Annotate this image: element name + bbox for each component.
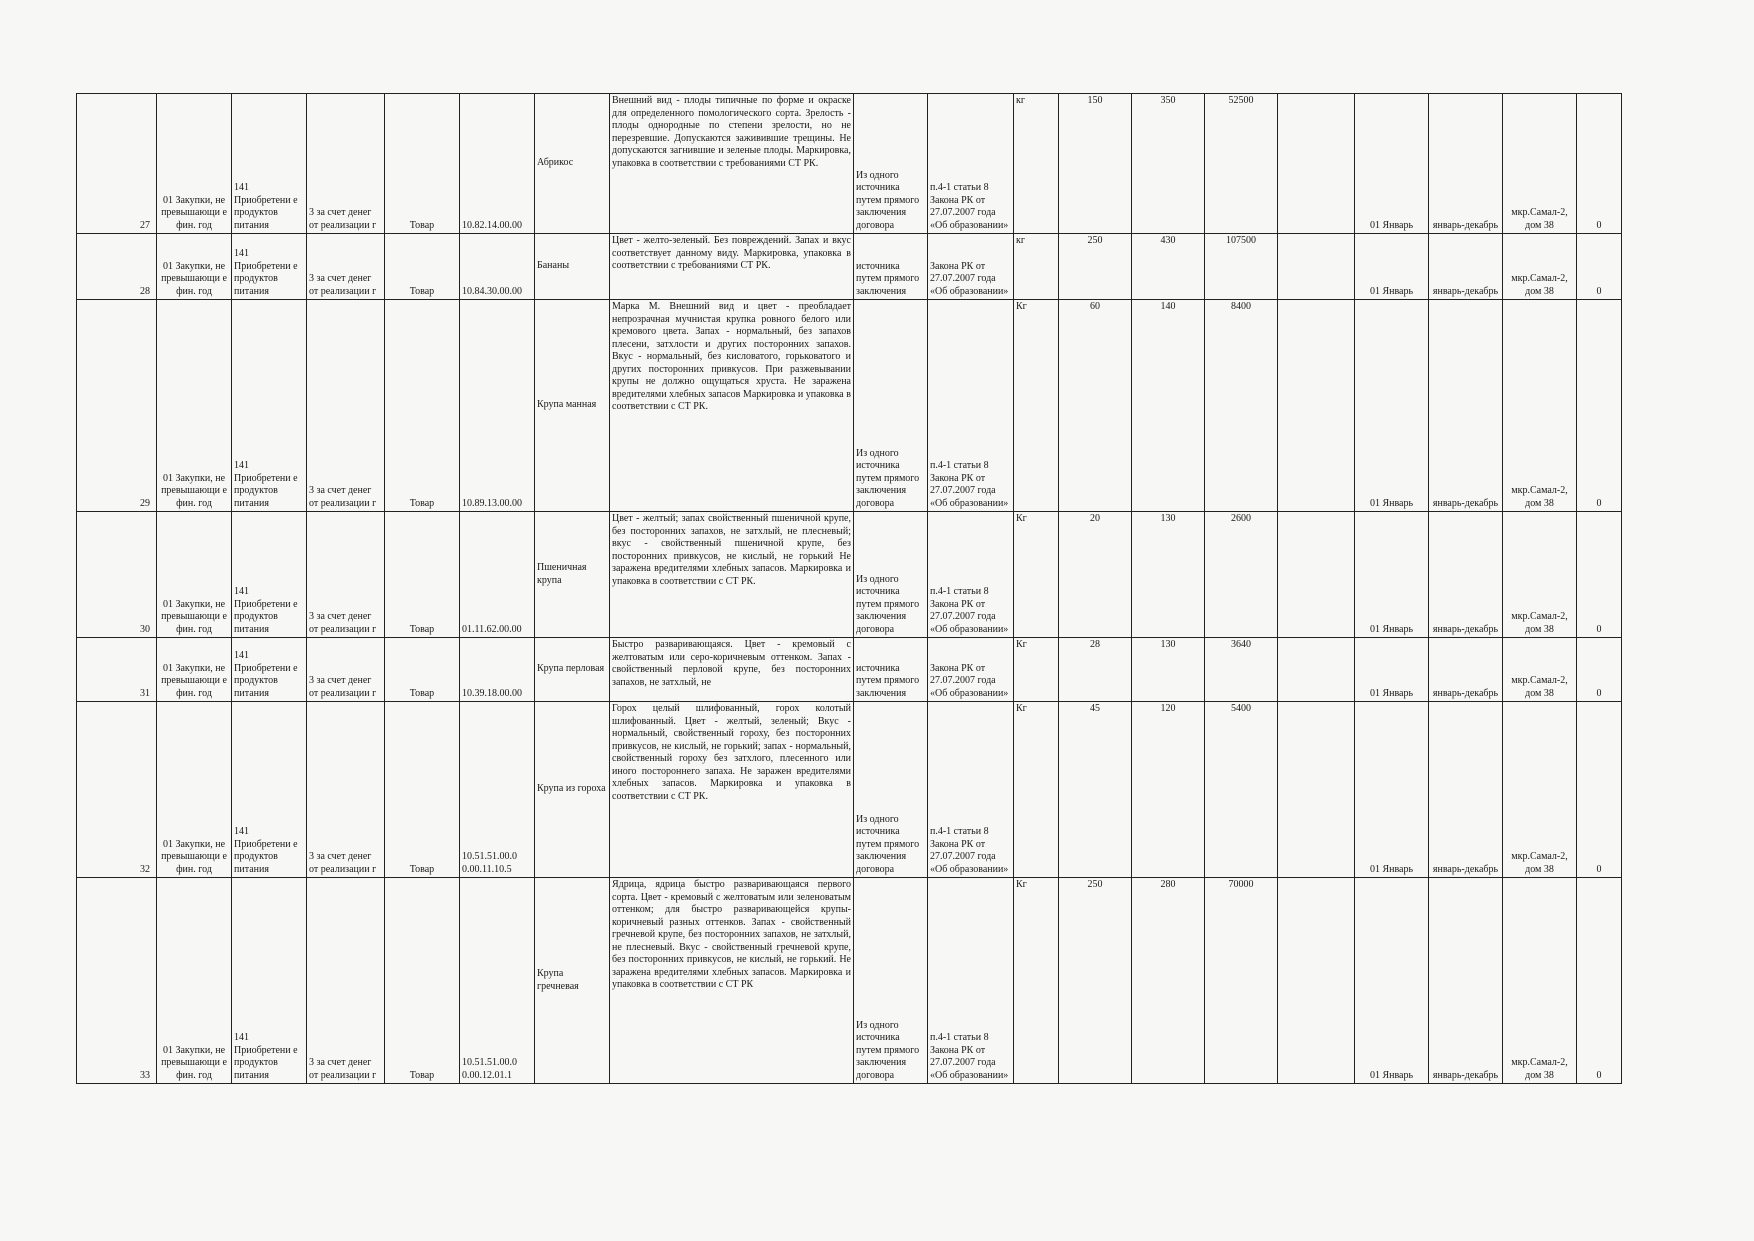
subject-type: Товар xyxy=(385,94,460,234)
specifics-code: 141 Приобретени е продуктов питания xyxy=(232,234,307,300)
ktru-code: 10.89.13.00.00 xyxy=(460,300,535,512)
unit: Кг xyxy=(1014,878,1059,1084)
row-number: 29 xyxy=(77,300,157,512)
legal-basis: Закона РК от 27.07.2007 года «Об образовании» xyxy=(928,638,1014,702)
unit-price: 120 xyxy=(1132,702,1205,878)
funding-source: 3 за счет денег от реализации г xyxy=(307,94,385,234)
subject-type: Товар xyxy=(385,300,460,512)
ktru-code: 10.84.30.00.00 xyxy=(460,234,535,300)
item-description: Цвет - желто-зеленый. Без повреждений. Запах и вкус соответствует данному виду. Маркировка, упаковка в соответствии с требованиями СТ РК. xyxy=(610,234,854,300)
table-row xyxy=(77,512,1622,638)
procurement-way: Из одного источника путем прямого заключения договора xyxy=(854,702,928,878)
total-sum: 8400 xyxy=(1205,300,1278,512)
advance-payment: 0 xyxy=(1577,638,1622,702)
empty-cell xyxy=(1278,300,1355,512)
unit: Кг xyxy=(1014,702,1059,878)
table-row xyxy=(77,638,1622,702)
legal-basis: п.4-1 статьи 8 Закона РК от 27.07.2007 года «Об образовании» xyxy=(928,94,1014,234)
quantity: 250 xyxy=(1059,234,1132,300)
procurement-way: источника путем прямого заключения xyxy=(854,234,928,300)
procurement-sheet xyxy=(76,93,1622,1084)
quantity: 60 xyxy=(1059,300,1132,512)
empty-cell xyxy=(1278,702,1355,878)
unit: Кг xyxy=(1014,638,1059,702)
specifics-code: 141 Приобретени е продуктов питания xyxy=(232,300,307,512)
unit: Кг xyxy=(1014,300,1059,512)
funding-source: 3 за счет денег от реализации г xyxy=(307,512,385,638)
item-name: Пшеничная крупа xyxy=(535,512,610,638)
item-description: Марка М. Внешний вид и цвет - преобладает непрозрачная мучнистая крупка ровного белого или кремового цвета. Запах - нормальный, без запахов плесени, затхлости и других посторонних запахов. Вкус - нормальный, без кисловатого, горьковатого и других посторонних привкусов. При разжевывании крупы не должно ощущаться хруста. Не заражена вредителями хлебных запасов Маркировка и упаковка в соответствии с СТ РК. xyxy=(610,300,854,512)
legal-basis: п.4-1 статьи 8 Закона РК от 27.07.2007 года «Об образовании» xyxy=(928,702,1014,878)
procurement-table xyxy=(76,93,1622,1084)
item-description: Ядрица, ядрица быстро разваривающаяся первого сорта. Цвет - кремовый с желтоватым или зеленоватым оттенком; для быстро разваривающейся крупы- коричневый разных оттенков. Запах - свойственный гречневой крупе, без посторонних запахов, не затхлый, не плесневый. Вкус - свойственный гречневой крупе, без посторонних привкусов, не кислый, не горький. Не заражена вредителями хлебных запасов. Маркировка и упаковка в соответствии с СТ РК xyxy=(610,878,854,1084)
item-name: Абрикос xyxy=(535,94,610,234)
delivery-period: январь-декабрь xyxy=(1429,878,1503,1084)
row-number: 33 xyxy=(77,878,157,1084)
quantity: 250 xyxy=(1059,878,1132,1084)
delivery-period: январь-декабрь xyxy=(1429,638,1503,702)
unit: кг xyxy=(1014,234,1059,300)
delivery-place: мкр.Самал-2, дом 38 xyxy=(1503,300,1577,512)
empty-cell xyxy=(1278,234,1355,300)
unit: Кг xyxy=(1014,512,1059,638)
table-row xyxy=(77,702,1622,878)
funding-source: 3 за счет денег от реализации г xyxy=(307,638,385,702)
funding-source: 3 за счет денег от реализации г xyxy=(307,234,385,300)
subject-type: Товар xyxy=(385,702,460,878)
subject-type: Товар xyxy=(385,512,460,638)
quantity: 28 xyxy=(1059,638,1132,702)
quantity: 45 xyxy=(1059,702,1132,878)
total-sum: 2600 xyxy=(1205,512,1278,638)
ktru-code: 10.82.14.00.00 xyxy=(460,94,535,234)
specifics-code: 141 Приобретени е продуктов питания xyxy=(232,638,307,702)
legal-basis: п.4-1 статьи 8 Закона РК от 27.07.2007 года «Об образовании» xyxy=(928,512,1014,638)
table-row xyxy=(77,300,1622,512)
advance-payment: 0 xyxy=(1577,512,1622,638)
unit-price: 280 xyxy=(1132,878,1205,1084)
item-name: Бананы xyxy=(535,234,610,300)
advance-payment: 0 xyxy=(1577,94,1622,234)
subject-type: Товар xyxy=(385,638,460,702)
purchase-method-code: 01 Закупки, не превышающи е фин. год xyxy=(157,878,232,1084)
unit-price: 130 xyxy=(1132,512,1205,638)
ktru-code: 10.51.51.00.0 0.00.11.10.5 xyxy=(460,702,535,878)
unit-price: 140 xyxy=(1132,300,1205,512)
specifics-code: 141 Приобретени е продуктов питания xyxy=(232,702,307,878)
funding-source: 3 за счет денег от реализации г xyxy=(307,702,385,878)
item-description: Горох целый шлифованный, горох колотый шлифованный. Цвет - желтый, зеленый; Вкус - нормальный, свойственный гороху, без посторонних привкусов, не кислый, не горький; запах - нормальный, свойственный гороху без затхлого, плесенного или иного постороннего запаха. Не заражен вредителями хлебных запасов. Маркировка и упаковка в соответствии с СТ РК. xyxy=(610,702,854,878)
item-name: Крупа из гороха xyxy=(535,702,610,878)
item-description: Внешний вид - плоды типичные по форме и окраске для определенного помологического сорта. Зрелость - плоды однородные по степени зрелости, но не перезревшие. Допускаются заживившие трещины. Не допускаются загнившие и зеленые плоды. Маркировка, упаковка в соответствии с требованиями СТ РК. xyxy=(610,94,854,234)
planned-month: 01 Январь xyxy=(1355,234,1429,300)
row-number: 27 xyxy=(77,94,157,234)
item-name: Крупа гречневая xyxy=(535,878,610,1084)
advance-payment: 0 xyxy=(1577,702,1622,878)
subject-type: Товар xyxy=(385,878,460,1084)
planned-month: 01 Январь xyxy=(1355,94,1429,234)
advance-payment: 0 xyxy=(1577,234,1622,300)
total-sum: 52500 xyxy=(1205,94,1278,234)
procurement-way: источника путем прямого заключения xyxy=(854,638,928,702)
ktru-code: 10.39.18.00.00 xyxy=(460,638,535,702)
legal-basis: Закона РК от 27.07.2007 года «Об образовании» xyxy=(928,234,1014,300)
unit-price: 130 xyxy=(1132,638,1205,702)
empty-cell xyxy=(1278,94,1355,234)
purchase-method-code: 01 Закупки, не превышающи е фин. год xyxy=(157,94,232,234)
delivery-period: январь-декабрь xyxy=(1429,234,1503,300)
delivery-period: январь-декабрь xyxy=(1429,300,1503,512)
table-row xyxy=(77,878,1622,1084)
purchase-method-code: 01 Закупки, не превышающи е фин. год xyxy=(157,300,232,512)
ktru-code: 10.51.51.00.0 0.00.12.01.1 xyxy=(460,878,535,1084)
row-number: 32 xyxy=(77,702,157,878)
planned-month: 01 Январь xyxy=(1355,638,1429,702)
unit: кг xyxy=(1014,94,1059,234)
advance-payment: 0 xyxy=(1577,878,1622,1084)
delivery-place: мкр.Самал-2, дом 38 xyxy=(1503,512,1577,638)
purchase-method-code: 01 Закупки, не превышающи е фин. год xyxy=(157,512,232,638)
specifics-code: 141 Приобретени е продуктов питания xyxy=(232,94,307,234)
empty-cell xyxy=(1278,638,1355,702)
advance-payment: 0 xyxy=(1577,300,1622,512)
item-description: Цвет - желтый; запах свойственный пшеничной крупе, без посторонних запахов, не затхлый, не плесневый; вкус - свойственный пшеничной крупе, без посторонних привкусов, не кислый, не горький Не заражена вредителями хлебных запасов. Маркировка и упаковка в соответствии с СТ РК. xyxy=(610,512,854,638)
purchase-method-code: 01 Закупки, не превышающи е фин. год xyxy=(157,702,232,878)
item-name: Крупа перловая xyxy=(535,638,610,702)
procurement-way: Из одного источника путем прямого заключения договора xyxy=(854,300,928,512)
funding-source: 3 за счет денег от реализации г xyxy=(307,878,385,1084)
legal-basis: п.4-1 статьи 8 Закона РК от 27.07.2007 года «Об образовании» xyxy=(928,878,1014,1084)
total-sum: 70000 xyxy=(1205,878,1278,1084)
planned-month: 01 Январь xyxy=(1355,702,1429,878)
delivery-place: мкр.Самал-2, дом 38 xyxy=(1503,234,1577,300)
quantity: 150 xyxy=(1059,94,1132,234)
delivery-period: январь-декабрь xyxy=(1429,94,1503,234)
funding-source: 3 за счет денег от реализации г xyxy=(307,300,385,512)
delivery-period: январь-декабрь xyxy=(1429,512,1503,638)
subject-type: Товар xyxy=(385,234,460,300)
table-row xyxy=(77,94,1622,234)
total-sum: 5400 xyxy=(1205,702,1278,878)
unit-price: 350 xyxy=(1132,94,1205,234)
row-number: 30 xyxy=(77,512,157,638)
purchase-method-code: 01 Закупки, не превышающи е фин. год xyxy=(157,234,232,300)
unit-price: 430 xyxy=(1132,234,1205,300)
item-name: Крупа манная xyxy=(535,300,610,512)
planned-month: 01 Январь xyxy=(1355,878,1429,1084)
table-row xyxy=(77,234,1622,300)
delivery-place: мкр.Самал-2, дом 38 xyxy=(1503,94,1577,234)
item-description: Быстро разваривающаяся. Цвет - кремовый с желтоватым или серо-коричневым оттенком. Запах - свойственный перловой крупе, без посторонних запахов, не затхлый, не xyxy=(610,638,854,702)
procurement-way: Из одного источника путем прямого заключения договора xyxy=(854,94,928,234)
empty-cell xyxy=(1278,878,1355,1084)
row-number: 28 xyxy=(77,234,157,300)
procurement-way: Из одного источника путем прямого заключения договора xyxy=(854,878,928,1084)
ktru-code: 01.11.62.00.00 xyxy=(460,512,535,638)
legal-basis: п.4-1 статьи 8 Закона РК от 27.07.2007 года «Об образовании» xyxy=(928,300,1014,512)
planned-month: 01 Январь xyxy=(1355,300,1429,512)
planned-month: 01 Январь xyxy=(1355,512,1429,638)
delivery-place: мкр.Самал-2, дом 38 xyxy=(1503,878,1577,1084)
purchase-method-code: 01 Закупки, не превышающи е фин. год xyxy=(157,638,232,702)
specifics-code: 141 Приобретени е продуктов питания xyxy=(232,878,307,1084)
delivery-place: мкр.Самал-2, дом 38 xyxy=(1503,702,1577,878)
specifics-code: 141 Приобретени е продуктов питания xyxy=(232,512,307,638)
total-sum: 3640 xyxy=(1205,638,1278,702)
procurement-way: Из одного источника путем прямого заключения договора xyxy=(854,512,928,638)
quantity: 20 xyxy=(1059,512,1132,638)
total-sum: 107500 xyxy=(1205,234,1278,300)
empty-cell xyxy=(1278,512,1355,638)
delivery-place: мкр.Самал-2, дом 38 xyxy=(1503,638,1577,702)
row-number: 31 xyxy=(77,638,157,702)
delivery-period: январь-декабрь xyxy=(1429,702,1503,878)
